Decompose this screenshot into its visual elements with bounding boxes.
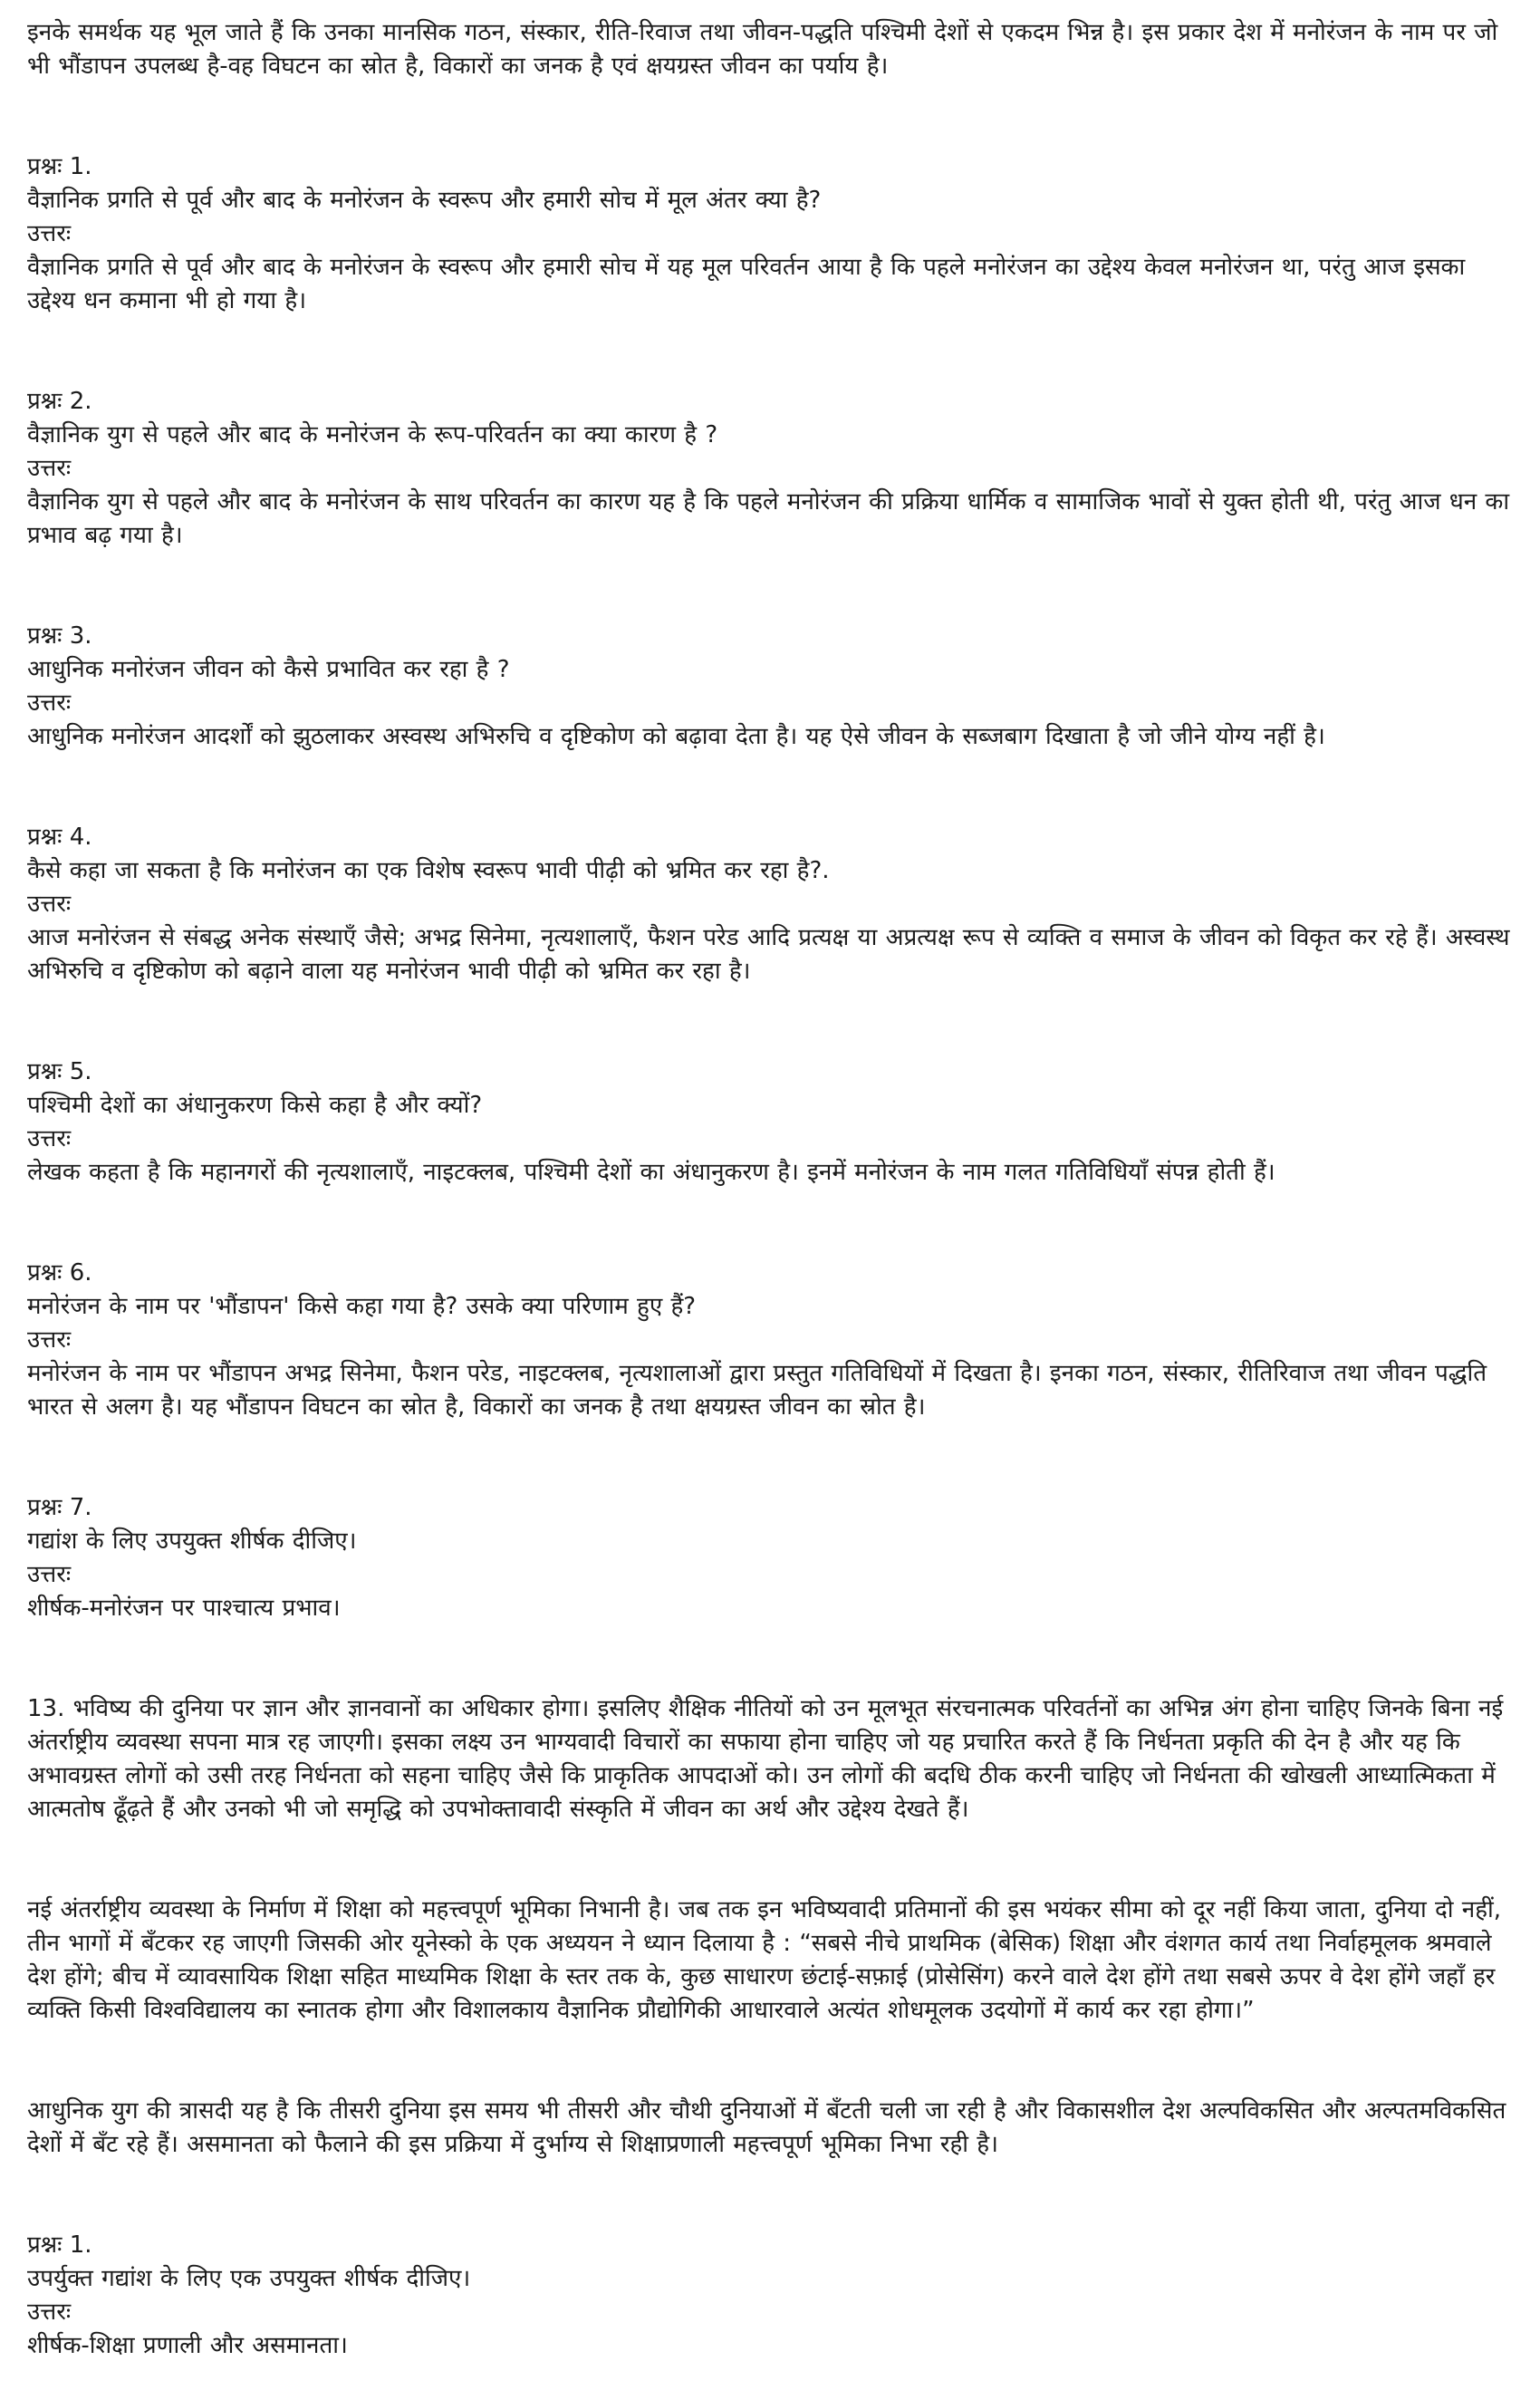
question-text: उपर्युक्त गद्यांश के लिए एक उपयुक्त शीर्षक दीजिए। (27, 2265, 471, 2292)
answer-text: शीर्षक-शिक्षा प्रणाली और असमानता। (27, 2332, 348, 2359)
question-text: वैज्ञानिक प्रगति से पूर्व और बाद के मनोरंजन के स्वरूप और हमारी सोच में मूल अंतर क्या है? (27, 187, 822, 214)
question-number: 7. (69, 1494, 92, 1521)
intro-paragraph: इनके समर्थक यह भूल जाते हैं कि उनका मानसिक गठन, संस्कार, रीति-रिवाज तथा जीवन-पद्धति पश्चिमी देशों से एकदम भिन्न है। इस प्रकार देश में मनोरंजन के नाम पर जो भी भौंडापन उपलब्ध है-वह विघटन का स्रोत है, विकारों का जनक है एवं क्षयग्रस्त जीवन का पर्याय है। (27, 19, 1498, 80)
question-text: पश्चिमी देशों का अंधानुकरण किसे कहा है और क्यों? (27, 1092, 483, 1119)
question-heading (27, 2229, 1513, 2262)
question-number: 6. (69, 1259, 92, 1287)
answer-label: उत्तरः (27, 1561, 72, 1588)
question-label: प्रश्नः (27, 1058, 63, 1085)
question-heading (27, 1257, 1513, 1290)
question-text: आधुनिक मनोरंजन जीवन को कैसे प्रभावित कर रहा है ? (27, 656, 510, 683)
question-label: प्रश्नः (27, 2231, 63, 2259)
qa-block-3 (27, 620, 1513, 754)
answer-label: उत्तरः (27, 2298, 72, 2326)
question-text: मनोरंजन के नाम पर 'भौंडापन' किसे कहा गया है? उसके क्या परिणाम हुए हैं? (27, 1293, 697, 1320)
answer-text: लेखक कहता है कि महानगरों की नृत्यशालाएँ, नाइटक्लब, पश्चिमी देशों का अंधानुकरण है। इनमें मनोरंजन के नाम गलत गतिविधियाँ संपन्न होती हैं। (27, 1159, 1275, 1186)
question-label: प्रश्नः (27, 1494, 63, 1521)
question-heading (27, 821, 1513, 854)
answer-text: वैज्ञानिक युग से पहले और बाद के मनोरंजन के साथ परिवर्तन का कारण यह है कि पहले मनोरंजन की प्रक्रिया धार्मिक व सामाजिक भावों से युक्त होती थी, परंतु आज धन का प्रभाव बढ़ गया है। (27, 488, 1510, 549)
question-label: प्रश्नः (27, 622, 63, 650)
answer-label: उत्तरः (27, 220, 72, 247)
qa-block-5 (27, 1055, 1513, 1190)
answer-text: आधुनिक मनोरंजन आदर्शों को झुठलाकर अस्वस्थ अभिरुचि व दृष्टिकोण को बढ़ावा देता है। यह ऐसे जीवन के सब्जबाग दिखाता है जो जीने योग्य नहीं है। (27, 723, 1325, 750)
answer-text: मनोरंजन के नाम पर भौंडापन अभद्र सिनेमा, फैशन परेड, नाइटक्लब, नृत्यशालाओं द्वारा प्रस्तुत गतिविधियों में दिखता है। इनका गठन, संस्कार, रीतिरिवाज तथा जीवन पद्धति भारत से अलग है। यह भौंडापन विघटन का स्रोत है, विकारों का जनक है तथा क्षयग्रस्त जीवन का स्रोत है। (27, 1360, 1487, 1421)
qa-block-2 (27, 385, 1513, 553)
qa-block-final (27, 2229, 1513, 2363)
question-number: 3. (69, 622, 92, 650)
question-number: 1. (69, 153, 92, 180)
answer-label: उत्तरः (27, 1125, 72, 1152)
question-number: 5. (69, 1058, 92, 1085)
answer-label: उत्तरः (27, 891, 72, 918)
question-number: 4. (69, 824, 92, 851)
passage-paragraph-2: नई अंतर्राष्ट्रीय व्यवस्था के निर्माण में शिक्षा को महत्त्वपूर्ण भूमिका निभानी है। जब तक इन भविष्यवादी प्रतिमानों की इस भयंकर सीमा को दूर नहीं किया जाता, दुनिया दो नहीं, तीन भागों में बँटकर रह जाएगी जिसकी ओर यूनेस्को के एक अध्ययन ने ध्यान दिलाया है : “सबसे नीचे प्राथमिक (बेसिक) शिक्षा और वंशगत कार्य तथा निर्वाहमूलक श्रमवाले देश होंगे; बीच में व्यावसायिक शिक्षा सहित माध्यमिक शिक्षा के स्तर तक के, कुछ साधारण छंटाई-सफ़ाई (प्रोसेसिंग) करने वाले देश होंगे तथा सबसे ऊपर वे देश होंगे जहाँ हर व्यक्ति किसी विश्वविद्यालय का स्नातक होगा और विशालकाय वैज्ञानिक प्रौद्योगिकी आधारवाले अत्यंत शोधमूलक उदयोगों में कार्य कर रहा होगा।” (27, 1896, 1502, 2024)
question-number: 2. (69, 388, 92, 415)
question-heading (27, 620, 1513, 653)
answer-label: उत्तरः (27, 689, 72, 717)
qa-block-4 (27, 821, 1513, 988)
passage-paragraph-1: 13. भविष्य की दुनिया पर ज्ञान और ज्ञानवानों का अधिकार होगा। इसलिए शैक्षिक नीतियों को उन मूलभूत संरचनात्मक परिवर्तनों का अभिन्न अंग होना चाहिए जिनके बिना नई अंतर्राष्ट्रीय व्यवस्था सपना मात्र रह जाएगी। इसका लक्ष्य उन भाग्यवादी विचारों का सफाया होना चाहिए जो यह प्रचारित करते हैं कि निर्धनता प्रकृति की देन है और यह कि अभावग्रस्त लोगों को उसी तरह निर्धनता को सहना चाहिए जैसे कि प्राकृतिक आपदाओं को। उन लोगों की बदधि ठीक करनी चाहिए जो निर्धनता की खोखली आध्यात्मिकता में आत्मतोष ढूँढ़ते हैं और उनको भी जो समृद्धि को उपभोक्तावादी संस्कृति में जीवन का अर्थ और उद्देश्य देखते हैं। (27, 1695, 1504, 1823)
question-text: गद्यांश के लिए उपयुक्त शीर्षक दीजिए। (27, 1527, 357, 1555)
question-heading (27, 1491, 1513, 1525)
question-label: प्रश्नः (27, 1259, 63, 1287)
answer-text: आज मनोरंजन से संबद्ध अनेक संस्थाएँ जैसे; अभद्र सिनेमा, नृत्यशालाएँ, फैशन परेड आदि प्रत्यक्ष या अप्रत्यक्ष रूप से व्यक्ति व समाज के जीवन को विकृत कर रहे हैं। अस्वस्थ अभिरुचि व दृष्टिकोण को बढ़ाने वाला यह मनोरंजन भावी पीढ़ी को भ्रमित कर रहा है। (27, 924, 1510, 985)
question-number: 1. (69, 2231, 92, 2259)
answer-text: शीर्षक-मनोरंजन पर पाश्चात्य प्रभाव। (27, 1595, 341, 1622)
question-heading (27, 150, 1513, 184)
question-text: वैज्ञानिक युग से पहले और बाद के मनोरंजन के रूप-परिवर्तन का क्या कारण है ? (27, 421, 718, 448)
qa-block-1 (27, 150, 1513, 318)
answer-label: उत्तरः (27, 455, 72, 482)
question-label: प्रश्नः (27, 388, 63, 415)
answer-label: उत्तरः (27, 1326, 72, 1354)
answer-text: वैज्ञानिक प्रगति से पूर्व और बाद के मनोरंजन के स्वरूप और हमारी सोच में यह मूल परिवर्तन आया है कि पहले मनोरंजन का उद्देश्य केवल मनोरंजन था, परंतु आज इसका उद्देश्य धन कमाना भी हो गया है। (27, 254, 1466, 314)
question-heading (27, 1055, 1513, 1089)
qa-block-7 (27, 1491, 1513, 1625)
question-label: प्रश्नः (27, 153, 63, 180)
question-label: प्रश्नः (27, 824, 63, 851)
qa-block-6 (27, 1257, 1513, 1424)
question-text: कैसे कहा जा सकता है कि मनोरंजन का एक विशेष स्वरूप भावी पीढ़ी को भ्रमित कर रहा है?. (27, 857, 830, 884)
question-heading (27, 385, 1513, 419)
passage-paragraph-3: आधुनिक युग की त्रासदी यह है कि तीसरी दुनिया इस समय भी तीसरी और चौथी दुनियाओं में बँटती चली जा रही है और विकासशील देश अल्पविकसित और अल्पतमविकसित देशों में बँट रहे हैं। असमानता को फैलाने की इस प्रक्रिया में दुर्भाग्य से शिक्षाप्रणाली महत्त्वपूर्ण भूमिका निभा रही है। (27, 2097, 1506, 2158)
